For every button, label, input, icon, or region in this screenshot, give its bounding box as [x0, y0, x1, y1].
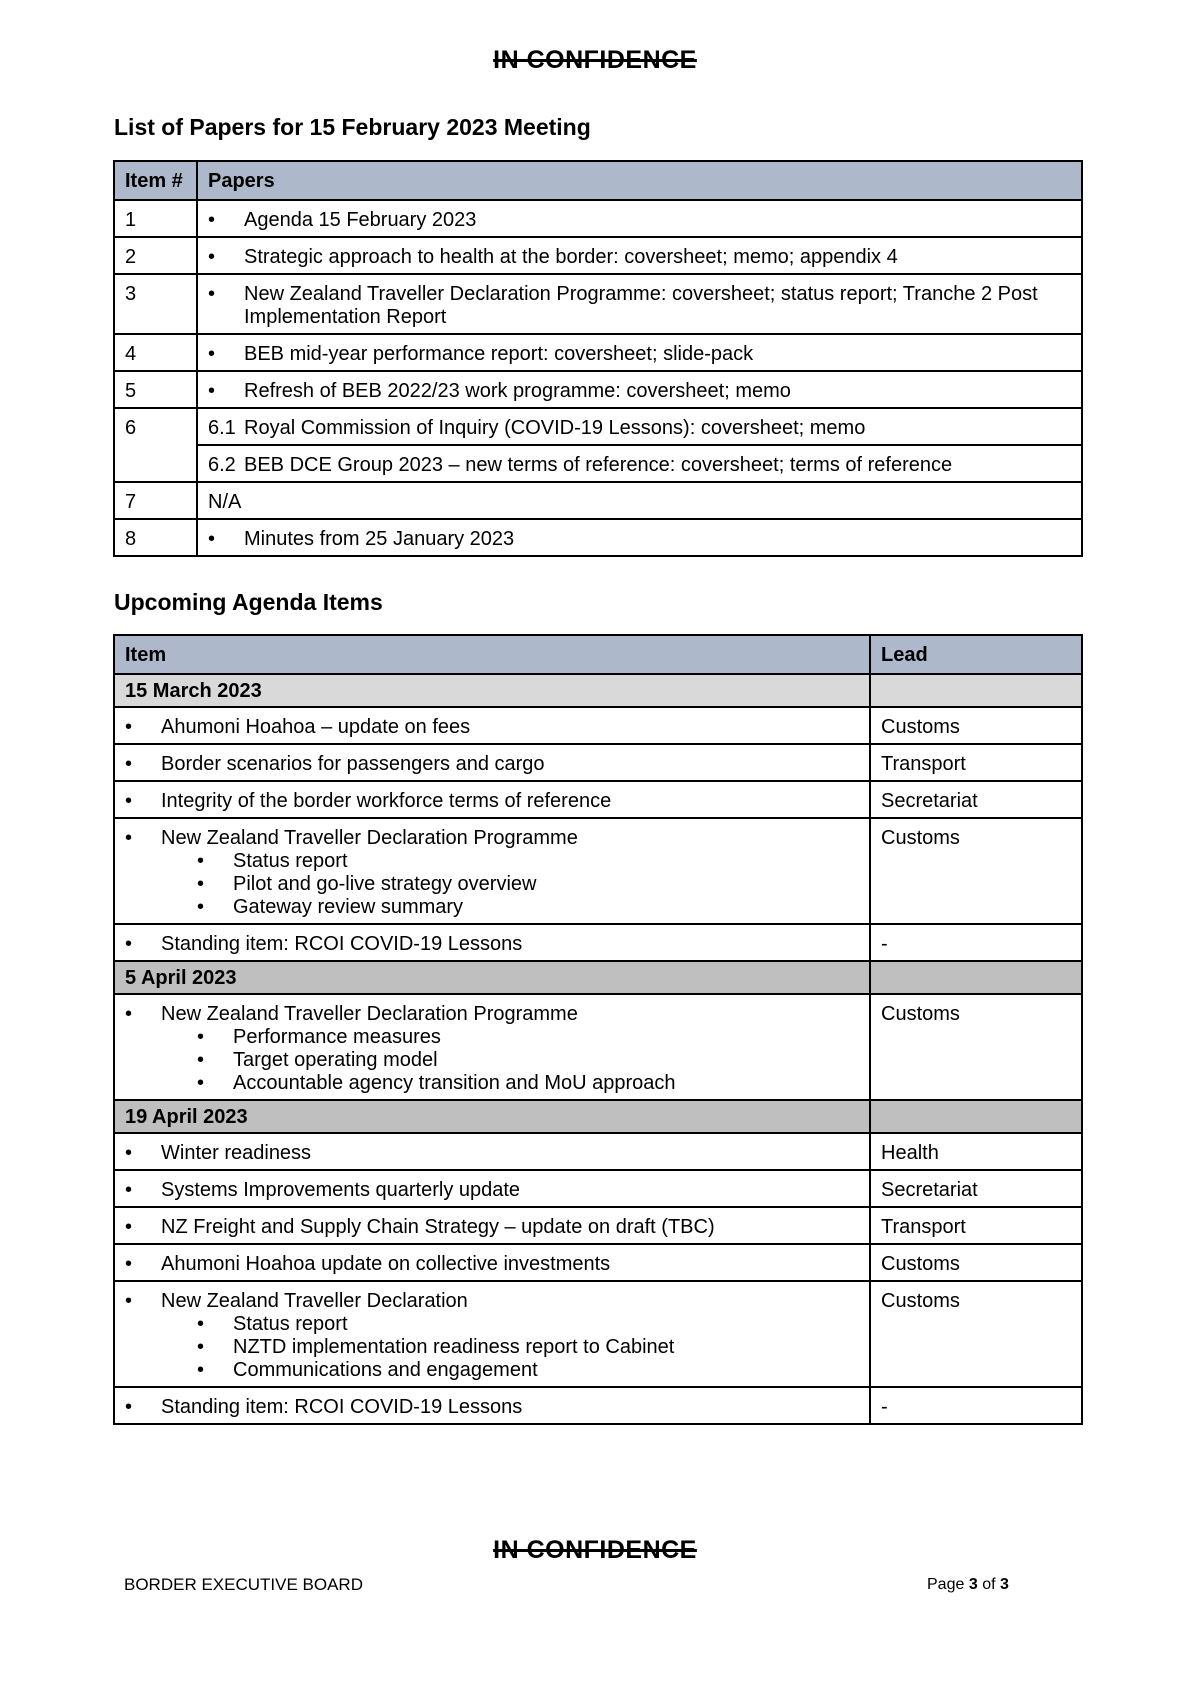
- agenda-item-text: Standing item: RCOI COVID-19 Lessons: [161, 1396, 523, 1418]
- agenda-lead: Customs: [870, 707, 1082, 744]
- agenda-table: [113, 634, 1083, 1425]
- bullet-marker: •: [125, 716, 133, 738]
- bullet-marker: •: [208, 283, 216, 305]
- bullet-marker: •: [197, 1049, 205, 1071]
- papers-text: Strategic approach to health at the border: coversheet; memo; appendix 4: [244, 246, 898, 268]
- agenda-row: [114, 818, 1082, 924]
- agenda-subitem: [197, 1026, 859, 1049]
- agenda-lead: Secretariat: [870, 781, 1082, 818]
- agenda-bullet-entry: [125, 933, 859, 956]
- papers-item-number: 3: [114, 274, 197, 334]
- bullet-marker: •: [208, 528, 216, 550]
- bullet-marker: •: [197, 873, 205, 895]
- papers-item-number: 4: [114, 334, 197, 371]
- agenda-subitem: [197, 873, 859, 896]
- bullet-marker: •: [208, 380, 216, 402]
- agenda-lead: Customs: [870, 994, 1082, 1100]
- papers-text: Minutes from 25 January 2023: [244, 528, 515, 550]
- agenda-item-text: NZ Freight and Supply Chain Strategy – update on draft (TBC): [161, 1216, 715, 1238]
- papers-row: [114, 334, 1082, 371]
- agenda-bullet-entry: [125, 1142, 859, 1165]
- papers-text: BEB mid-year performance report: coversheet; slide-pack: [244, 343, 754, 365]
- papers-bullet-entry: [208, 283, 1071, 329]
- papers-sub-entry: [208, 454, 1071, 477]
- agenda-row: [114, 1133, 1082, 1170]
- agenda-item-cell: [114, 1281, 870, 1387]
- agenda-subitem-text: Pilot and go-live strategy overview: [233, 873, 537, 895]
- agenda-bullet-entry: [125, 1179, 859, 1202]
- classification-header: IN CONFIDENCE: [493, 46, 697, 74]
- page-total: 3: [999, 1576, 1009, 1593]
- agenda-item-text: New Zealand Traveller Declaration Programme: [161, 1003, 578, 1025]
- bullet-marker: •: [197, 1336, 205, 1358]
- bullet-marker: •: [125, 753, 133, 775]
- agenda-item-text: Standing item: RCOI COVID-19 Lessons: [161, 933, 523, 955]
- agenda-bullet-entry: [125, 1003, 859, 1026]
- bullet-marker: •: [197, 1313, 205, 1335]
- papers-item-number: 7: [114, 482, 197, 519]
- bullet-marker: •: [125, 1396, 133, 1418]
- agenda-header-item: Item: [114, 635, 870, 674]
- papers-text: N/A: [208, 491, 242, 513]
- agenda-subitem-text: NZTD implementation readiness report to Cabinet: [233, 1336, 675, 1358]
- agenda-subitem: [197, 850, 859, 873]
- agenda-date-row: [114, 1100, 1082, 1133]
- agenda-item-cell: [114, 744, 870, 781]
- papers-cell: [197, 334, 1082, 371]
- agenda-lead: Customs: [870, 1244, 1082, 1281]
- footer-org: BORDER EXECUTIVE BOARD: [124, 1575, 363, 1594]
- agenda-bullet-entry: [125, 827, 859, 850]
- agenda-item-text: Winter readiness: [161, 1142, 312, 1164]
- bullet-marker: •: [125, 1290, 133, 1312]
- agenda-lead: Secretariat: [870, 1170, 1082, 1207]
- agenda-bullet-entry: [125, 790, 859, 813]
- papers-cell: [197, 482, 1082, 519]
- agenda-section-title: Upcoming Agenda Items: [114, 589, 383, 615]
- agenda-item-cell: [114, 1387, 870, 1424]
- agenda-date: 19 April 2023: [114, 1100, 870, 1133]
- bullet-marker: •: [197, 896, 205, 918]
- papers-item-number: 2: [114, 237, 197, 274]
- papers-cell: [197, 371, 1082, 408]
- agenda-item-text: New Zealand Traveller Declaration Programme: [161, 827, 578, 849]
- agenda-item-cell: [114, 994, 870, 1100]
- bullet-marker: •: [197, 850, 205, 872]
- bullet-marker: •: [125, 1003, 133, 1025]
- page-prefix: Page: [927, 1576, 965, 1593]
- agenda-item-text: Border scenarios for passengers and cargo: [161, 753, 545, 775]
- agenda-lead: -: [870, 1387, 1082, 1424]
- agenda-lead: Customs: [870, 1281, 1082, 1387]
- papers-text: BEB DCE Group 2023 – new terms of reference: coversheet; terms of reference: [244, 454, 953, 476]
- papers-text: New Zealand Traveller Declaration Programme: coversheet; status report; Tranche 2 Post Implementation Report: [244, 283, 1038, 328]
- bullet-marker: •: [208, 246, 216, 268]
- papers-sub-number: 6.1: [208, 417, 236, 439]
- agenda-item-text: Integrity of the border workforce terms of reference: [161, 790, 612, 812]
- papers-cell: [197, 519, 1082, 556]
- papers-row: [114, 274, 1082, 334]
- papers-cell: [197, 408, 1082, 445]
- bullet-marker: •: [125, 1216, 133, 1238]
- agenda-subitem-text: Accountable agency transition and MoU approach: [233, 1072, 676, 1094]
- bullet-marker: •: [197, 1072, 205, 1094]
- agenda-item-cell: [114, 781, 870, 818]
- agenda-row: [114, 1170, 1082, 1207]
- agenda-item-text: Systems Improvements quarterly update: [161, 1179, 521, 1201]
- papers-row: [114, 445, 1082, 482]
- agenda-header-lead: Lead: [870, 635, 1082, 674]
- agenda-bullet-entry: [125, 1253, 859, 1276]
- agenda-date-lead-empty: [870, 674, 1082, 707]
- papers-row: [114, 371, 1082, 408]
- papers-row: [114, 519, 1082, 556]
- agenda-item-text: Ahumoni Hoahoa update on collective investments: [161, 1253, 611, 1275]
- agenda-date-row: [114, 674, 1082, 707]
- papers-bullet-entry: [208, 343, 1071, 366]
- bullet-marker: •: [125, 1142, 133, 1164]
- agenda-subitem-text: Status report: [233, 850, 348, 872]
- papers-item-number: 5: [114, 371, 197, 408]
- papers-table: [113, 160, 1083, 557]
- agenda-subitem: [197, 1336, 859, 1359]
- papers-header-papers: Papers: [197, 161, 1082, 200]
- papers-row: [114, 237, 1082, 274]
- papers-row: [114, 482, 1082, 519]
- classification-footer: IN CONFIDENCE: [493, 1536, 697, 1564]
- page-of: of: [982, 1576, 996, 1593]
- agenda-bullet-entry: [125, 1396, 859, 1419]
- agenda-lead: -: [870, 924, 1082, 961]
- papers-row: [114, 408, 1082, 445]
- papers-sub-entry: [208, 417, 1071, 440]
- agenda-date: 15 March 2023: [114, 674, 870, 707]
- agenda-item-cell: [114, 1244, 870, 1281]
- bullet-marker: •: [197, 1359, 205, 1381]
- agenda-item-text: Ahumoni Hoahoa – update on fees: [161, 716, 471, 738]
- agenda-row: [114, 744, 1082, 781]
- bullet-marker: •: [208, 209, 216, 231]
- bullet-marker: •: [125, 790, 133, 812]
- agenda-lead: Health: [870, 1133, 1082, 1170]
- papers-bullet-entry: [208, 528, 1071, 551]
- agenda-lead: Transport: [870, 1207, 1082, 1244]
- agenda-row: [114, 781, 1082, 818]
- agenda-item-cell: [114, 707, 870, 744]
- agenda-subitem: [197, 1072, 859, 1095]
- agenda-subitem-text: Communications and engagement: [233, 1359, 538, 1381]
- bullet-marker: •: [125, 933, 133, 955]
- agenda-bullet-entry: [125, 716, 859, 739]
- agenda-date-row: [114, 961, 1082, 994]
- agenda-bullet-entry: [125, 1216, 859, 1239]
- agenda-row: [114, 1244, 1082, 1281]
- papers-text: Agenda 15 February 2023: [244, 209, 477, 231]
- agenda-subitem: [197, 1359, 859, 1382]
- papers-item-number: 1: [114, 200, 197, 237]
- papers-section-title: List of Papers for 15 February 2023 Meeting: [114, 114, 591, 140]
- agenda-item-cell: [114, 924, 870, 961]
- agenda-item-text: New Zealand Traveller Declaration: [161, 1290, 468, 1312]
- agenda-date: 5 April 2023: [114, 961, 870, 994]
- papers-cell: [197, 445, 1082, 482]
- agenda-subitem: [197, 1313, 859, 1336]
- papers-row: [114, 200, 1082, 237]
- papers-cell: [197, 200, 1082, 237]
- agenda-subitem: [197, 1049, 859, 1072]
- bullet-marker: •: [125, 1179, 133, 1201]
- agenda-bullet-entry: [125, 753, 859, 776]
- agenda-lead: Transport: [870, 744, 1082, 781]
- papers-bullet-entry: [208, 209, 1071, 232]
- agenda-subitem-text: Target operating model: [233, 1049, 438, 1071]
- agenda-bullet-entry: [125, 1290, 859, 1313]
- agenda-date-lead-empty: [870, 961, 1082, 994]
- page-number: [927, 1576, 1009, 1594]
- page-current: 3: [968, 1576, 978, 1593]
- agenda-row: [114, 707, 1082, 744]
- papers-cell: [197, 274, 1082, 334]
- papers-header-item: Item #: [114, 161, 197, 200]
- agenda-row: [114, 1387, 1082, 1424]
- papers-item-number: 6: [114, 408, 197, 482]
- agenda-subitem-text: Performance measures: [233, 1026, 441, 1048]
- agenda-lead: Customs: [870, 818, 1082, 924]
- agenda-subitem: [197, 896, 859, 919]
- agenda-date-lead-empty: [870, 1100, 1082, 1133]
- papers-text: Refresh of BEB 2022/23 work programme: coversheet; memo: [244, 380, 791, 402]
- agenda-row: [114, 994, 1082, 1100]
- bullet-marker: •: [125, 827, 133, 849]
- papers-text: Royal Commission of Inquiry (COVID-19 Lessons): coversheet; memo: [244, 417, 866, 439]
- agenda-subitem-text: Gateway review summary: [233, 896, 464, 918]
- bullet-marker: •: [197, 1026, 205, 1048]
- bullet-marker: •: [208, 343, 216, 365]
- agenda-item-cell: [114, 1170, 870, 1207]
- agenda-item-cell: [114, 818, 870, 924]
- papers-cell: [197, 237, 1082, 274]
- agenda-row: [114, 924, 1082, 961]
- agenda-subitem-text: Status report: [233, 1313, 348, 1335]
- agenda-item-cell: [114, 1133, 870, 1170]
- papers-sub-number: 6.2: [208, 454, 236, 476]
- agenda-row: [114, 1281, 1082, 1387]
- agenda-row: [114, 1207, 1082, 1244]
- bullet-marker: •: [125, 1253, 133, 1275]
- papers-item-number: 8: [114, 519, 197, 556]
- papers-bullet-entry: [208, 380, 1071, 403]
- agenda-item-cell: [114, 1207, 870, 1244]
- papers-bullet-entry: [208, 246, 1071, 269]
